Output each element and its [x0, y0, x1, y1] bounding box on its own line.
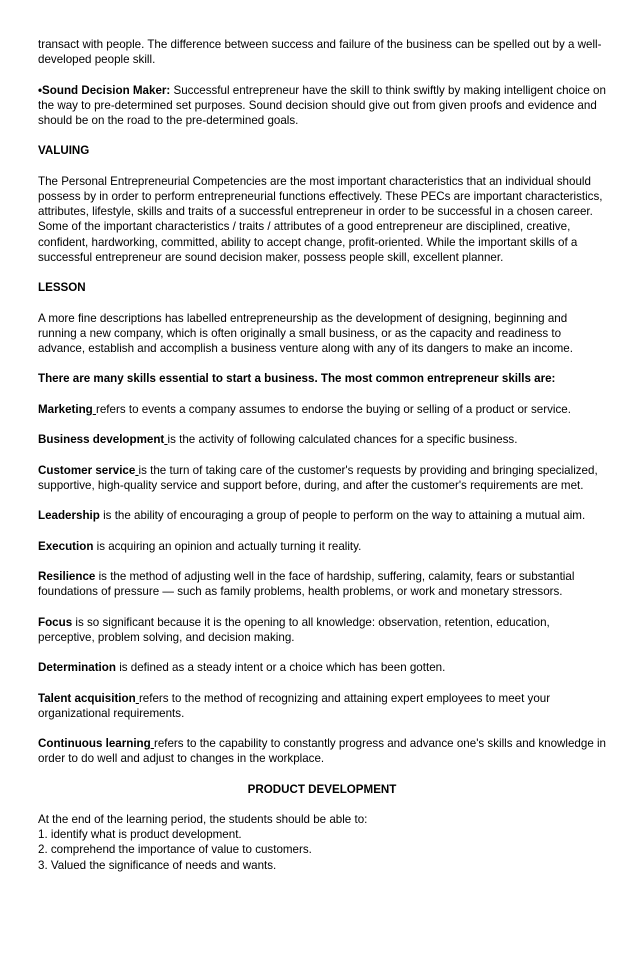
- skill-item: [38, 463, 606, 493]
- skill-item: [38, 432, 606, 447]
- skill-item: [38, 402, 606, 417]
- skill-term: Talent acquisition: [38, 691, 136, 705]
- objective-item: 1. identify what is product development.: [38, 828, 242, 842]
- skill-term: Focus: [38, 615, 73, 629]
- sound-decision-text: Successful entrepreneur have the skill to think swiftly by making intelligent choice on the way to pre-determined set purposes. Sound decision should give out from given proofs and evidence and should be on the road to the pre-determined goals.: [38, 83, 606, 127]
- valuing-heading: VALUING: [38, 144, 90, 158]
- skill-definition: is so significant because it is the opening to all knowledge: observation, retention, education, perceptive, problem solving, and decision making.: [38, 615, 550, 644]
- skill-term: Customer service: [38, 463, 136, 477]
- skill-definition: is the method of adjusting well in the face of hardship, suffering, calamity, fears or substantial foundations of pressure — such as family problems, health problems, or work and monetary stressors.: [38, 569, 575, 599]
- objective-item: 3. Valued the significance of needs and wants.: [38, 858, 277, 872]
- skill-item: [38, 660, 606, 675]
- skill-term: Determination: [38, 661, 116, 675]
- sound-decision-term: •Sound Decision Maker:: [38, 83, 171, 97]
- skill-definition: is the turn of taking care of the customer's requests by providing and bringing specialized, supportive, high-quality service and support before, during, and after the customer's requirements are met.: [38, 463, 598, 492]
- skill-definition: refers to the capability to constantly progress and advance one's skills and knowledge in order to do well and adjust to changes in the workplace.: [38, 737, 607, 766]
- skill-item: [38, 539, 606, 554]
- intro-continuation: transact with people. The difference between success and failure of the business can be spelled out by a well-developed people skill.: [38, 38, 602, 67]
- skills-intro: There are many skills essential to start a business. The most common entrepreneur skills are:: [38, 372, 556, 386]
- skill-item: [38, 691, 606, 721]
- skill-item: [38, 569, 606, 599]
- skill-definition: is defined as a steady intent or a choice which has been gotten.: [119, 661, 446, 675]
- skill-definition: refers to the method of recognizing and attaining expert employees to meet your organizational requirements.: [38, 691, 551, 720]
- skills-list: [38, 402, 606, 767]
- skill-item: [38, 736, 606, 766]
- skill-term: Resilience: [38, 569, 96, 583]
- skill-term: Marketing: [38, 402, 93, 416]
- skill-term: Leadership: [38, 509, 100, 523]
- skill-definition: is acquiring an opinion and actually turning it reality.: [96, 539, 362, 553]
- objectives-intro: At the end of the learning period, the students should be able to:: [38, 813, 368, 827]
- skill-definition: refers to events a company assumes to endorse the buying or selling of a product or service.: [96, 402, 571, 416]
- skill-definition: is the activity of following calculated chances for a specific business.: [167, 433, 518, 447]
- skill-item: [38, 615, 606, 645]
- lesson-paragraph: A more fine descriptions has labelled entrepreneurship as the development of designing, beginning and running a new company, which is often originally a small business, or as the capacity and readiness to advance, establish and accomplish a business venture along with any of its dangers to make an income.: [38, 311, 573, 355]
- skill-term: Continuous learning: [38, 737, 151, 751]
- skill-definition: is the ability of encouraging a group of people to perform on the way to attaining a mutual aim.: [103, 509, 586, 523]
- skill-term: Business development: [38, 433, 165, 447]
- skill-item: [38, 508, 606, 523]
- product-development-objectives: [38, 812, 606, 873]
- valuing-paragraph: The Personal Entrepreneurial Competencies are the most important characteristics that an individual should possess by in order to perform entrepreneurial functions effectively. These PECs are important characteristics, attributes, lifestyle, skills and traits of a successful entrepreneur in order to be successful in a chosen career. Some of the important characteristics / traits / attributes of a good entrepreneur are disciplined, creative, confident, hardworking, committed, ability to accept change, profit-oriented. While the important skills of a successful entrepreneur are sound decision maker, possess people skill, excellent planner.: [38, 174, 603, 264]
- lesson-heading: LESSON: [38, 281, 86, 295]
- objective-item: 2. comprehend the importance of value to customers.: [38, 843, 312, 857]
- skill-term: Execution: [38, 539, 94, 553]
- sound-decision-paragraph: [38, 83, 606, 129]
- product-development-heading: PRODUCT DEVELOPMENT: [247, 782, 397, 796]
